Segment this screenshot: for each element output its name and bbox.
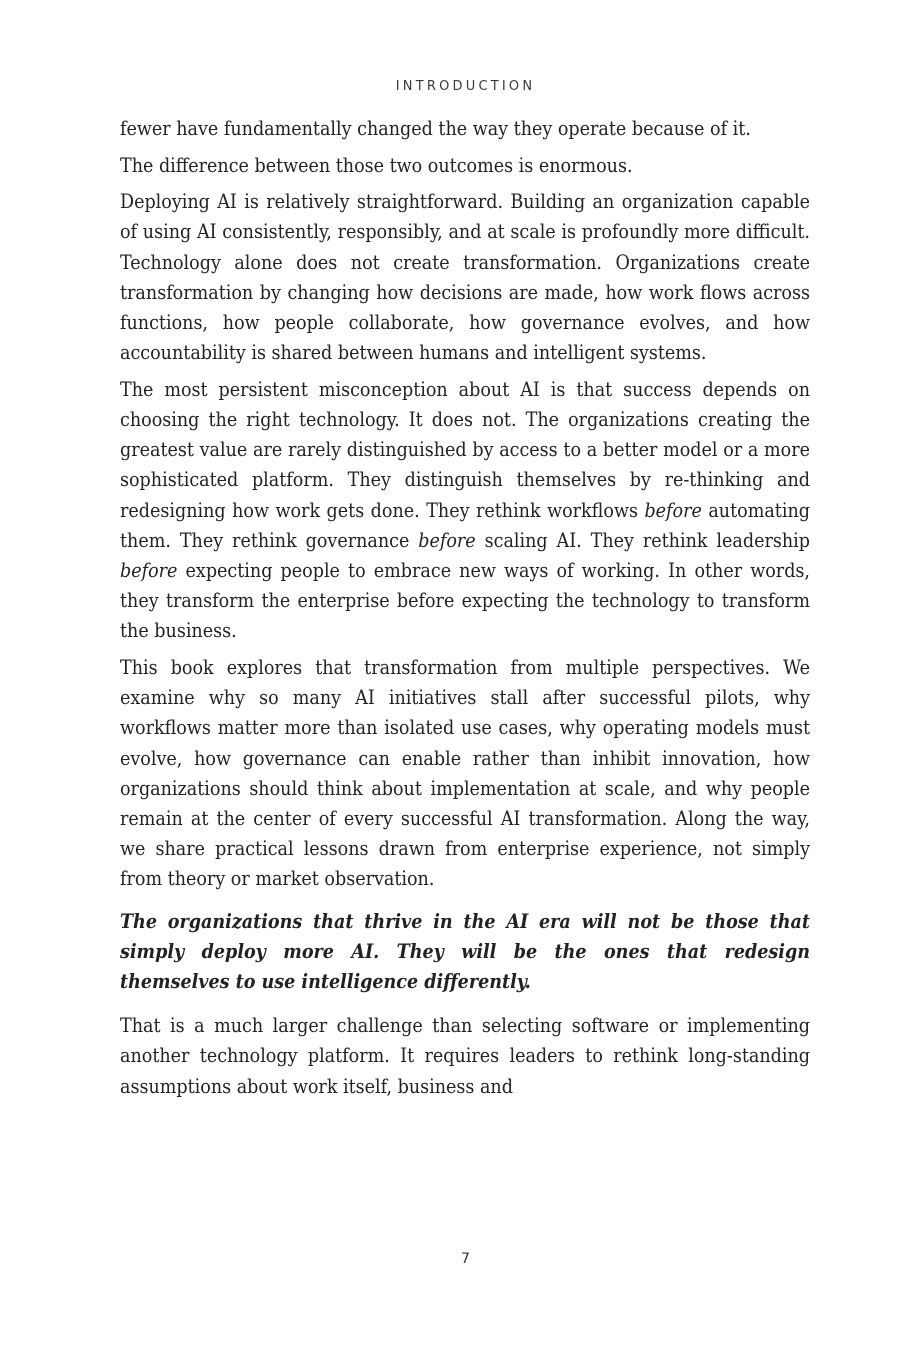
paragraph-4-part-a: The most persistent misconception about AI is that success depends on choosing the right technology. It does not. The organizations creating the greatest value are rarely distinguished by access to a better model or a more sophisticated platform. They distinguish themselves by re-thinking and redesigning how work gets done. They rethink workflows (120, 377, 810, 522)
emphasis-before-3: before (120, 559, 178, 583)
page-number: 7 (461, 1251, 470, 1267)
paragraph-1: fewer have fundamentally changed the way they operate because of it. (120, 117, 751, 140)
pull-quote: The organizations that thrive in the AI era will not be those that simply deploy more AI. They will be the ones that redesign themselves to use intelligence differently. (120, 909, 810, 994)
paragraph-4-part-e: scaling AI. They rethink leadership (475, 528, 810, 552)
paragraph-6: That is a much larger challenge than selecting software or implementing another technology platform. It requires leaders to rethink long-standing assumptions about work itself, business and (120, 1014, 810, 1098)
paragraph-5: This book explores that transformation from multiple perspectives. We examine why so many AI initiatives stall after successful pilots, why workflows matter more than isolated use cases, why operating models must evolve, how governance can enable rather than inhibit innovation, how organizations should think about implementation at scale, and why people remain at the center of every successful AI transformation. Along the way, we share practical lessons drawn from enterprise experience, not simply from theory or market observation. (120, 656, 810, 891)
paragraph-4-part-g: expecting people to embrace new ways of working. In other words, they transform the enterprise before expecting the technology to transform the business. (120, 559, 810, 643)
paragraph-2: The difference between those two outcomes is enormous. (120, 153, 633, 177)
paragraph-4 (120, 375, 810, 647)
body-text (120, 114, 810, 1108)
emphasis-before-2: before (418, 528, 476, 552)
emphasis-before-1: before (644, 498, 702, 522)
paragraph-4-part-c: automating them. They rethink governance (120, 498, 810, 552)
paragraph-3: Deploying AI is relatively straightforward. Building an organization capable of using AI consistently, responsibly, and at scale is profoundly more difficult. Technology alone does not create transformation. Organizations create transformation by changing how decisions are made, how work flows across functions, how people collaborate, how governance evolves, and how accountability is shared between humans and intelligent systems. (120, 190, 810, 365)
running-head: INTRODUCTION (395, 79, 536, 94)
